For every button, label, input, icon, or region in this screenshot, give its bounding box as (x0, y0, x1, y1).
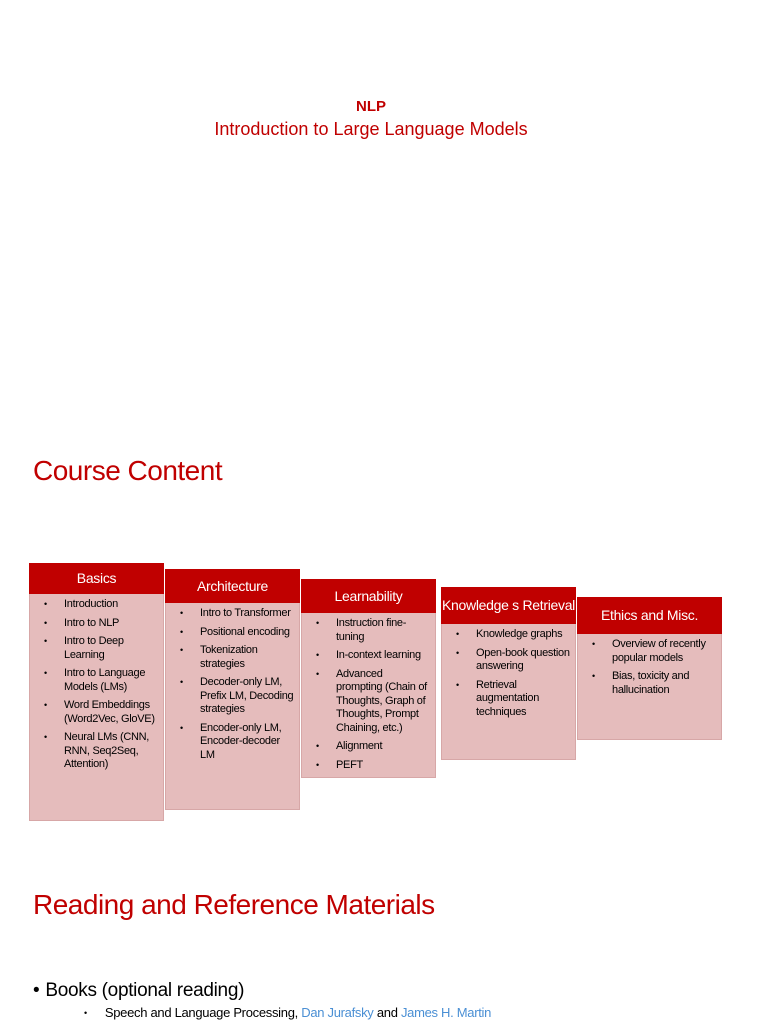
list-item: • Alignment (314, 740, 431, 754)
list-item: • Intro to Language Models (LMs) (42, 667, 159, 694)
column-header: Ethics and Misc. (577, 597, 722, 634)
author-link-martin[interactable]: James H. Martin (400, 1005, 492, 1020)
column-body (441, 624, 576, 760)
column-body (301, 613, 436, 778)
books-label: Books (optional reading) (45, 980, 245, 1001)
list-item: • Intro to NLP (42, 617, 159, 631)
reading-materials-heading: Reading and Reference Materials (33, 889, 435, 920)
list-item: • Overview of recently popular models (590, 638, 717, 665)
column-header: Learnability (301, 579, 436, 613)
column-architecture (165, 569, 300, 810)
list-item: • Encoder-only LM, Encoder-decoder LM (178, 722, 295, 763)
column-body (165, 603, 300, 810)
book-entry (84, 1005, 491, 1020)
bullet: • (33, 980, 40, 1001)
list-item: • Knowledge graphs (454, 628, 571, 642)
list-item: • Advanced prompting (Chain of Thoughts, Graph of Thoughts, Prompt Chaining, etc.) (314, 668, 431, 736)
list-item: • In-context learning (314, 649, 431, 663)
book-title: Speech and Language Processing, (104, 1005, 298, 1020)
bullet: • (84, 1008, 87, 1018)
list-item: • Intro to Transformer (178, 607, 295, 621)
title-course-code: NLP (356, 98, 386, 115)
list-item: • Intro to Deep Learning (42, 635, 159, 662)
column-body (29, 594, 164, 821)
list-item: • PEFT (314, 759, 431, 773)
list-item: • Tokenization strategies (178, 644, 295, 671)
column-basics (29, 563, 164, 821)
conjunction: and (376, 1005, 398, 1020)
title-course-name: Introduction to Large Language Models (214, 119, 528, 139)
course-content-heading: Course Content (33, 455, 223, 486)
list-item: • Decoder-only LM, Prefix LM, Decoding strategies (178, 676, 295, 717)
list-item: • Instruction fine-tuning (314, 617, 431, 644)
column-body (577, 634, 722, 740)
list-item: • Neural LMs (CNN, RNN, Seq2Seq, Attention) (42, 731, 159, 772)
list-item: • Introduction (42, 598, 159, 612)
column-knowledge-retrieval (441, 587, 576, 760)
column-header: Basics (29, 563, 164, 594)
column-ethics (577, 597, 722, 740)
list-item: • Bias, toxicity and hallucination (590, 670, 717, 697)
list-item: • Word Embeddings (Word2Vec, GloVE) (42, 699, 159, 726)
column-learnability (301, 579, 436, 778)
list-item: • Positional encoding (178, 626, 295, 640)
column-header: Architecture (165, 569, 300, 603)
document-title (0, 97, 742, 141)
list-item: • Retrieval augmentation techniques (454, 679, 571, 720)
column-header: Knowledge s Retrieval (441, 587, 576, 624)
books-item (33, 980, 244, 1002)
author-link-jurafsky[interactable]: Dan Jurafsky (301, 1005, 374, 1020)
list-item: • Open-book question answering (454, 647, 571, 674)
